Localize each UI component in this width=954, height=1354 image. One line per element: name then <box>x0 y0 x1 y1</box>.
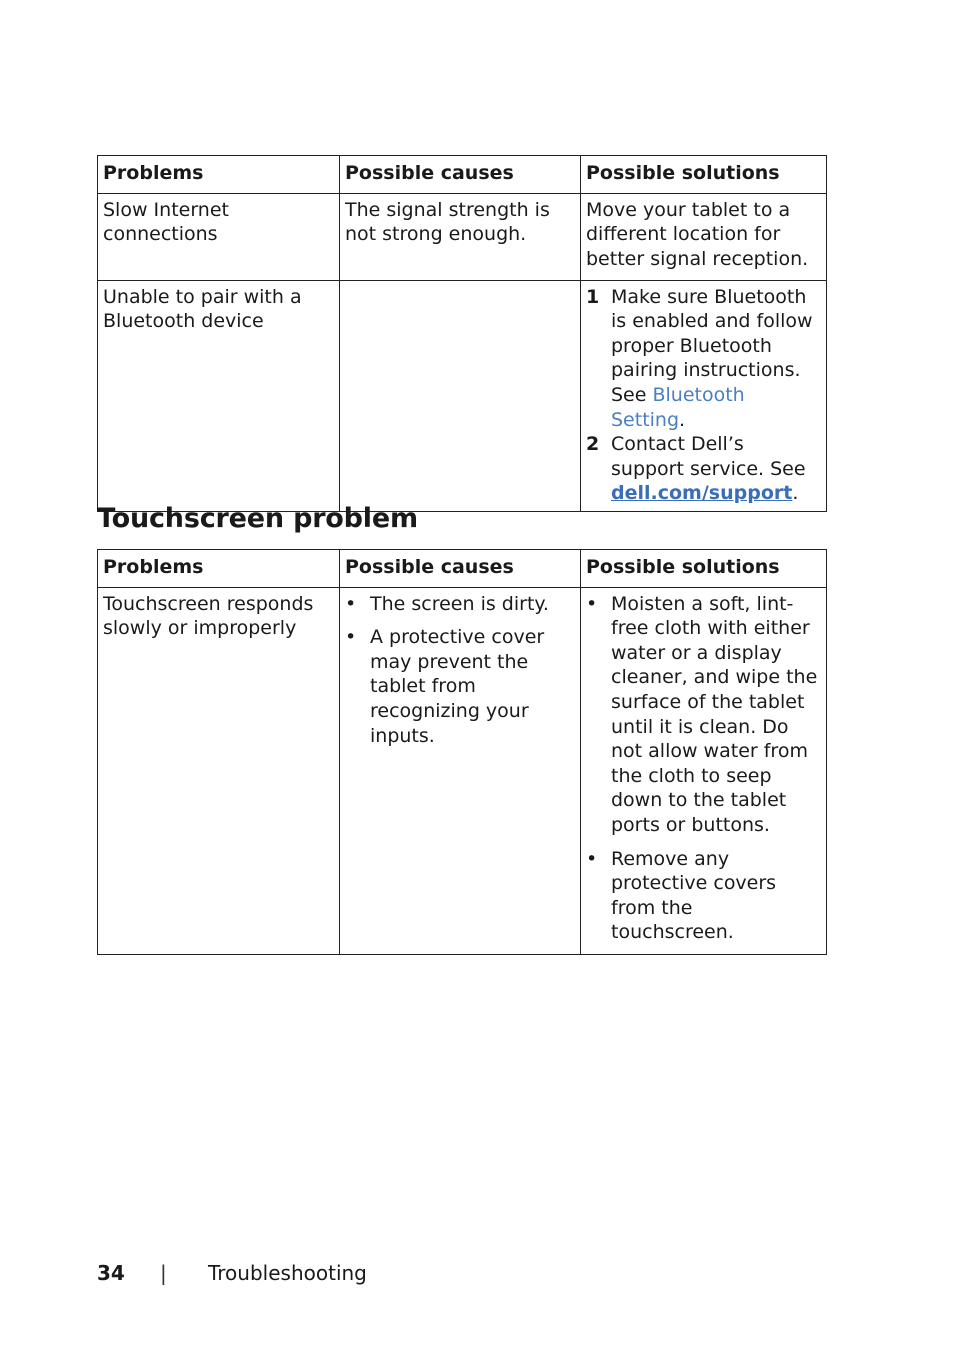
header-possible-causes: Possible causes <box>340 156 581 194</box>
numbered-steps <box>586 285 821 506</box>
solution-cell: Move your tablet to a different location for better signal reception. <box>581 193 827 280</box>
list-item <box>586 285 821 433</box>
bullet-icon: • <box>345 626 357 649</box>
problem-cell: Slow Internet connections <box>98 193 340 280</box>
step-punctuation: . <box>679 408 686 431</box>
step-number: 1 <box>586 285 600 308</box>
touchscreen-table <box>97 549 827 955</box>
bluetooth-setting-link[interactable]: Bluetooth Setting <box>611 383 745 431</box>
step-number: 2 <box>586 433 600 456</box>
page-number: 34 <box>97 1261 125 1285</box>
bullet-icon: • <box>586 847 598 870</box>
section-title: Touchscreen problem <box>97 503 418 534</box>
table-header-row <box>98 550 827 588</box>
header-possible-solutions: Possible solutions <box>581 550 827 588</box>
list-item <box>345 592 575 617</box>
bullet-icon: • <box>586 592 598 615</box>
list-item <box>345 625 575 748</box>
cause-text: A protective cover may prevent the tablet from recognizing your inputs. <box>370 626 545 747</box>
list-item <box>586 432 821 506</box>
list-item <box>586 592 821 838</box>
cause-cell <box>340 280 581 511</box>
table-header-row <box>98 156 827 194</box>
solution-cell <box>581 280 827 511</box>
step-text: Make sure Bluetooth is enabled and follow proper Bluetooth pairing instructions. See <box>611 285 813 406</box>
cause-cell: The signal strength is not strong enough. <box>340 193 581 280</box>
footer-separator: | <box>160 1261 167 1285</box>
header-possible-causes: Possible causes <box>340 550 581 588</box>
solutions-list <box>586 592 821 945</box>
bullet-icon: • <box>345 592 357 615</box>
dell-support-link[interactable]: dell.com/support <box>611 482 793 505</box>
solution-text: Moisten a soft, lint-free cloth with either water or a display cleaner, and wipe the surface of the tablet until it is clean. Do not allow water from the cloth to seep down to the tablet ports or buttons. <box>611 592 818 836</box>
header-problems: Problems <box>98 550 340 588</box>
cause-cell <box>340 587 581 954</box>
header-problems: Problems <box>98 156 340 194</box>
solution-text: Remove any protective covers from the touchscreen. <box>611 847 777 944</box>
problem-cell: Touchscreen responds slowly or improperly <box>98 587 340 954</box>
step-punctuation: . <box>792 482 799 505</box>
list-item <box>586 847 821 945</box>
step-text: Contact Dell’s support service. See <box>611 433 806 480</box>
problem-cell: Unable to pair with a Bluetooth device <box>98 280 340 511</box>
cause-text: The screen is dirty. <box>370 592 549 615</box>
table-row <box>98 587 827 954</box>
solution-cell <box>581 587 827 954</box>
table-row <box>98 280 827 511</box>
table-row <box>98 193 827 280</box>
chapter-title: Troubleshooting <box>208 1261 367 1285</box>
bluetooth-network-table <box>97 155 827 512</box>
header-possible-solutions: Possible solutions <box>581 156 827 194</box>
causes-list <box>345 592 575 749</box>
